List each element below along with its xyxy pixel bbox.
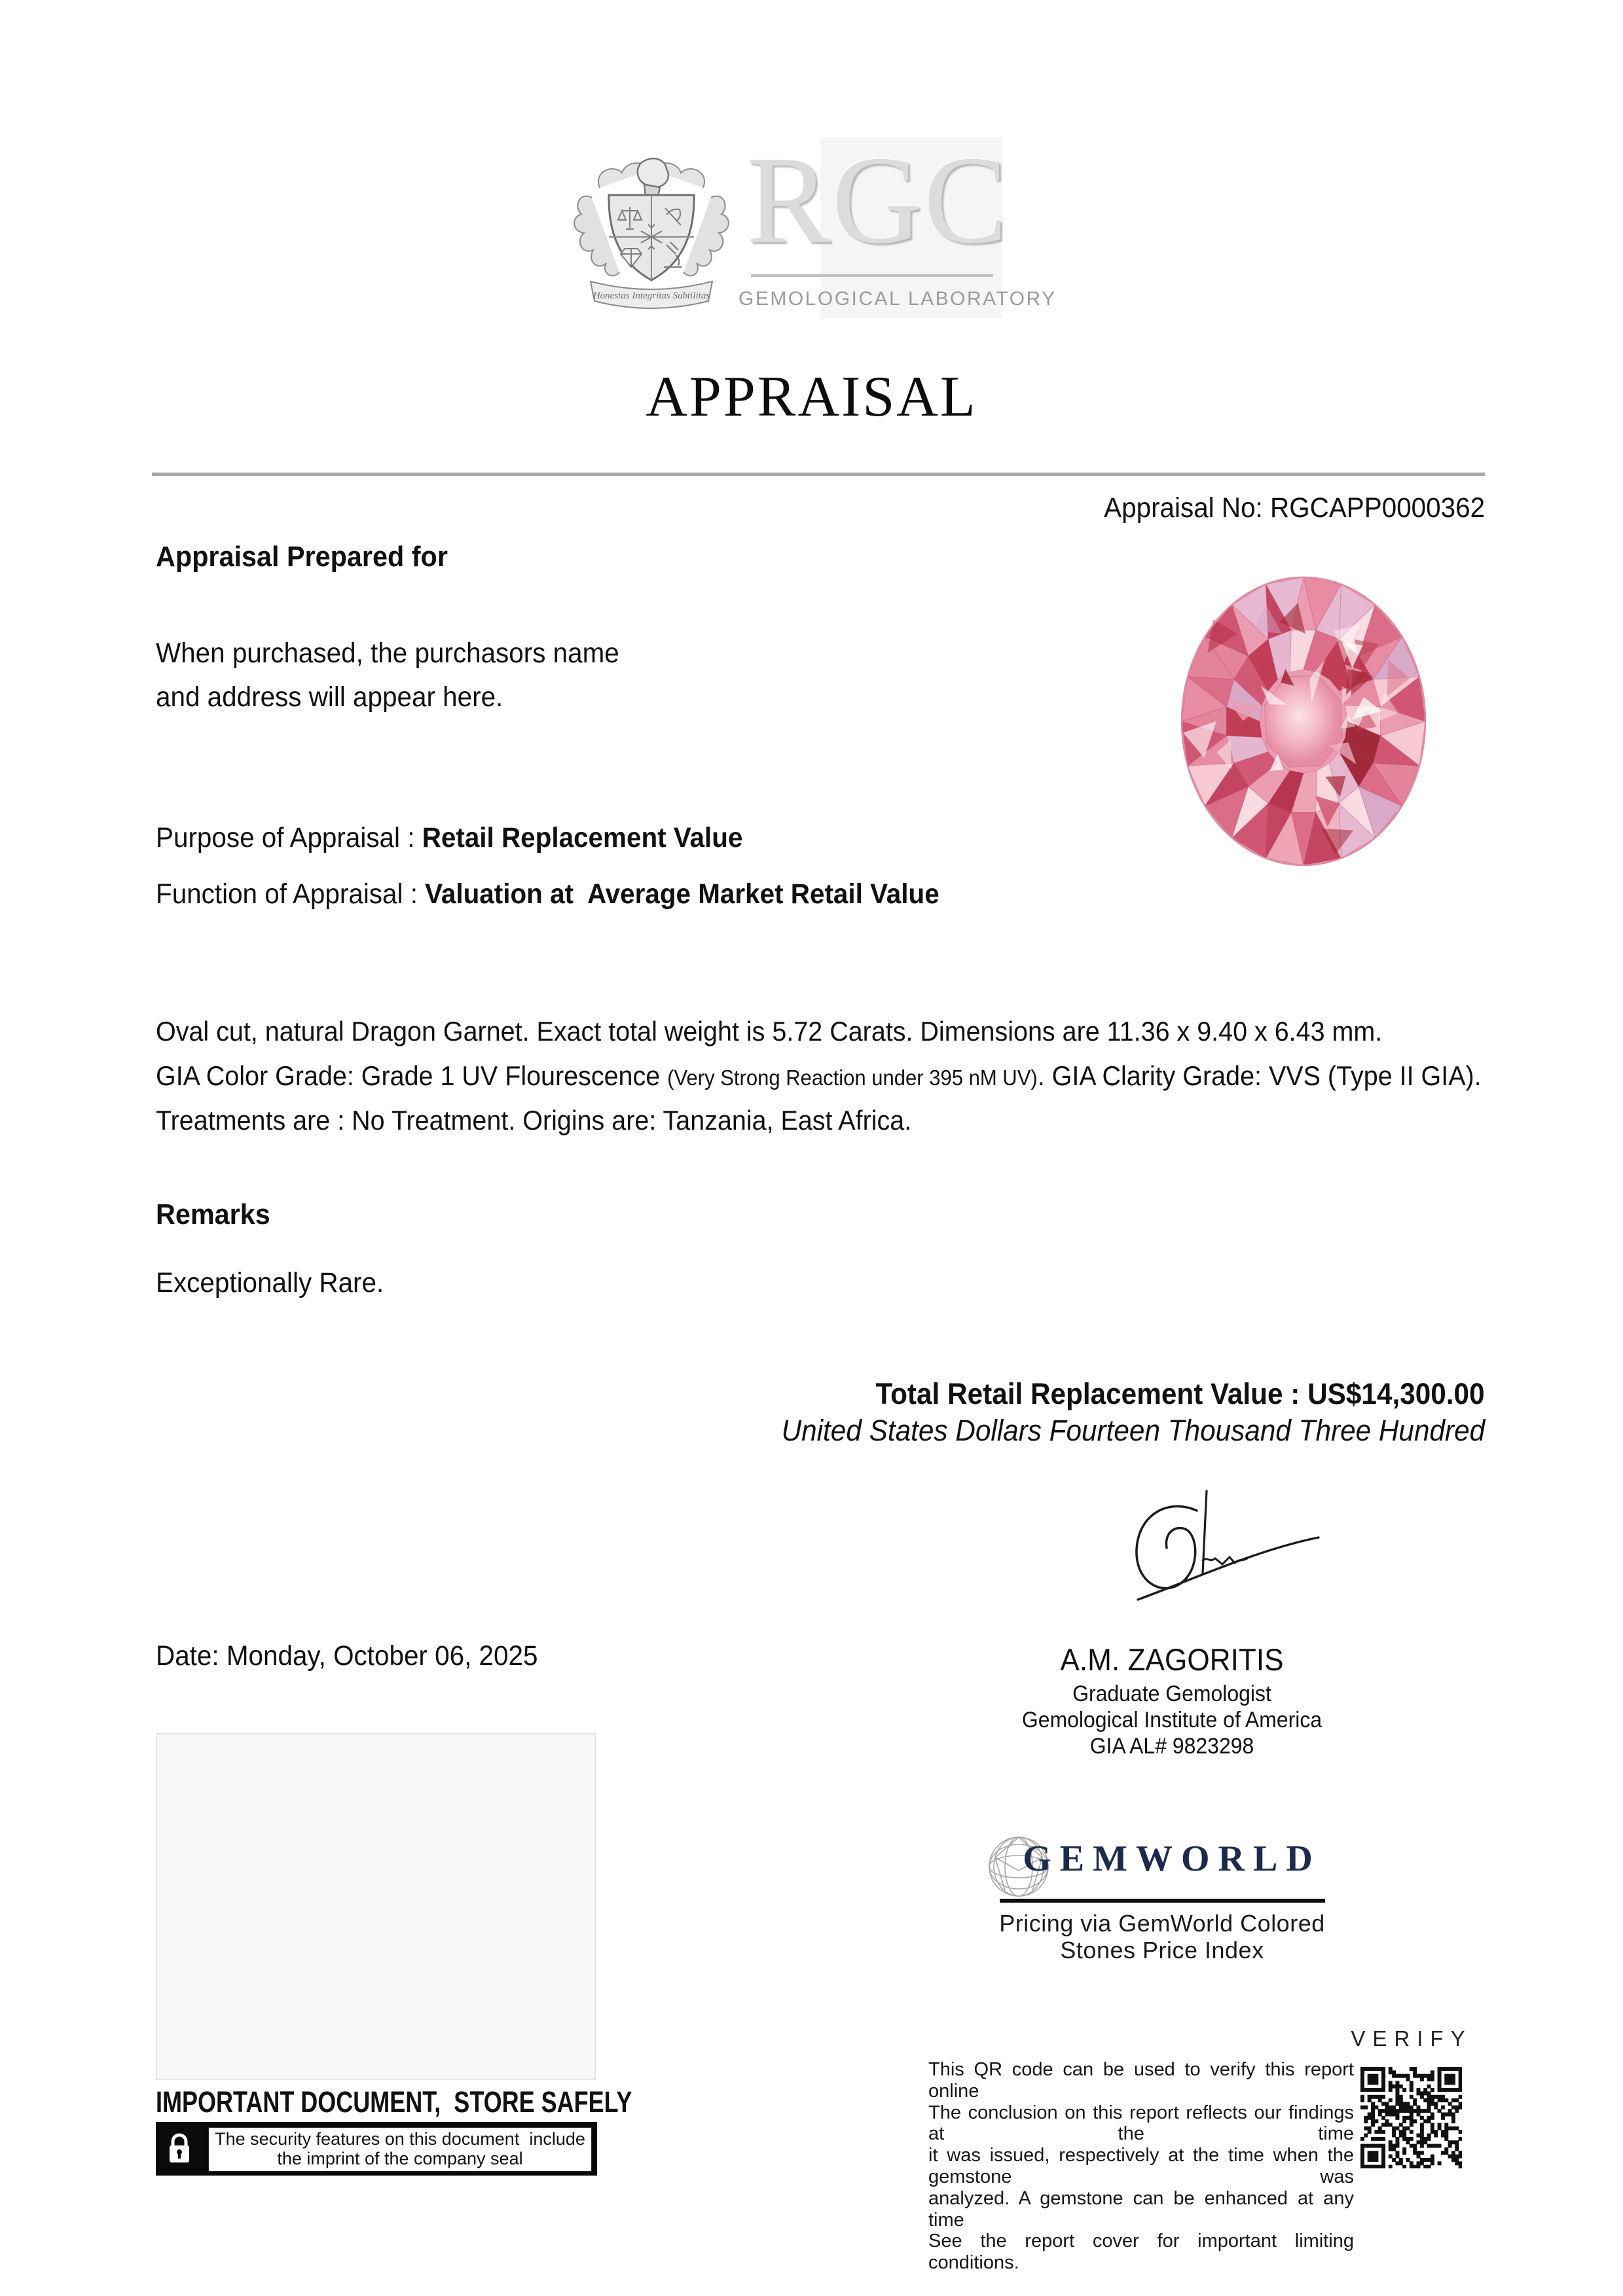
appraiser-name: A.M. ZAGORITIS [1060, 1642, 1284, 1677]
gemstone-photo [1175, 571, 1432, 873]
disclaimer-line: analyzed. A gemstone can be enhanced at any time [928, 2187, 1354, 2231]
appraiser-title: Graduate Gemologist [1072, 1681, 1271, 1706]
purpose-value: Retail Replacement Value [422, 822, 743, 853]
pricing-caption-line1: Pricing via GemWorld Colored [999, 1910, 1325, 1937]
rgc-crest-icon [567, 152, 736, 314]
description-line2-small: (Very Strong Reaction under 395 nM UV) [667, 1066, 1038, 1090]
disclaimer-line: This QR code can be used to verify this report online [928, 2059, 1354, 2102]
pricing-caption [949, 1910, 1375, 1964]
description-line3: Treatments are : No Treatment. Origins are: Tanzania, East Africa. [156, 1105, 912, 1136]
pricing-caption-line2: Stones Price Index [1060, 1937, 1264, 1964]
value-in-words: United States Dollars Fourteen Thousand Three Hundred [781, 1414, 1485, 1447]
disclaimer-line: it was issued, respectively at the time when the gemstone was [928, 2145, 1354, 2187]
disclaimer-line: See the report cover for important limiting conditions. [928, 2231, 1354, 2274]
description-line2-suffix: . GIA Clarity Grade: VVS (Type II GIA). [1037, 1060, 1482, 1091]
disclaimer-line: The conclusion on this report reflects our findings at the time [928, 2102, 1354, 2145]
total-value: Total Retail Replacement Value : US$14,300.00 [875, 1377, 1485, 1410]
prepared-for-heading: Appraisal Prepared for [156, 541, 448, 573]
brand-wordmark: RGC [746, 130, 1009, 270]
verify-qr-code [1360, 2067, 1462, 2168]
security-seal-bar [156, 2122, 597, 2176]
header-rule [152, 473, 1485, 476]
verify-label: VERIFY [1351, 2026, 1472, 2051]
qr-disclaimer [928, 2059, 1354, 2274]
appraiser-credentials [957, 1681, 1387, 1759]
gemworld-rule [1000, 1899, 1325, 1903]
purpose-label: Purpose of Appraisal : [156, 822, 422, 853]
prepared-for-line1: When purchased, the purchasors name [156, 637, 619, 669]
appraiser-signature [1041, 1487, 1329, 1628]
gemworld-wordmark: GEMWORLD [1023, 1839, 1321, 1879]
brand-divider [751, 274, 993, 277]
function-label: Function of Appraisal : [156, 878, 426, 910]
description-line2 [156, 1060, 1482, 1092]
important-document-notice: IMPORTANT DOCUMENT, STORE SAFELY [156, 2085, 632, 2119]
date-line: Date: Monday, October 06, 2025 [156, 1640, 538, 1672]
brand-subtitle: GEMOLOGICAL LABORATORY [739, 288, 1057, 310]
remarks-heading: Remarks [156, 1198, 270, 1230]
appraiser-license: GIA AL# 9823298 [1089, 1734, 1254, 1759]
prepared-for-line2: and address will appear here. [156, 681, 503, 713]
remarks-text: Exceptionally Rare. [156, 1267, 384, 1299]
page-title: APPRAISAL [646, 365, 977, 429]
security-seal-line1: The security features on this document include [215, 2129, 585, 2149]
crest-motto: Honestas Integritas Subtilitas [593, 291, 710, 301]
description-line1: Oval cut, natural Dragon Garnet. Exact total weight is 5.72 Carats. Dimensions are 11.36 x 9.40 x 6.43 mm. [156, 1016, 1383, 1047]
security-seal-text [208, 2127, 592, 2172]
function-value: Valuation at Average Market Retail Value [425, 878, 939, 910]
appraiser-institute: Gemological Institute of America [1021, 1708, 1322, 1732]
purpose-line [156, 822, 742, 854]
photo-placeholder-box [156, 1733, 596, 2080]
security-lock-icon [165, 2131, 194, 2166]
function-line [156, 878, 939, 910]
appraisal-number: Appraisal No: RGCAPP0000362 [1104, 492, 1485, 524]
security-seal-line2: the imprint of the company seal [277, 2149, 523, 2168]
description-line2-prefix: GIA Color Grade: Grade 1 UV Flourescence [156, 1060, 668, 1091]
